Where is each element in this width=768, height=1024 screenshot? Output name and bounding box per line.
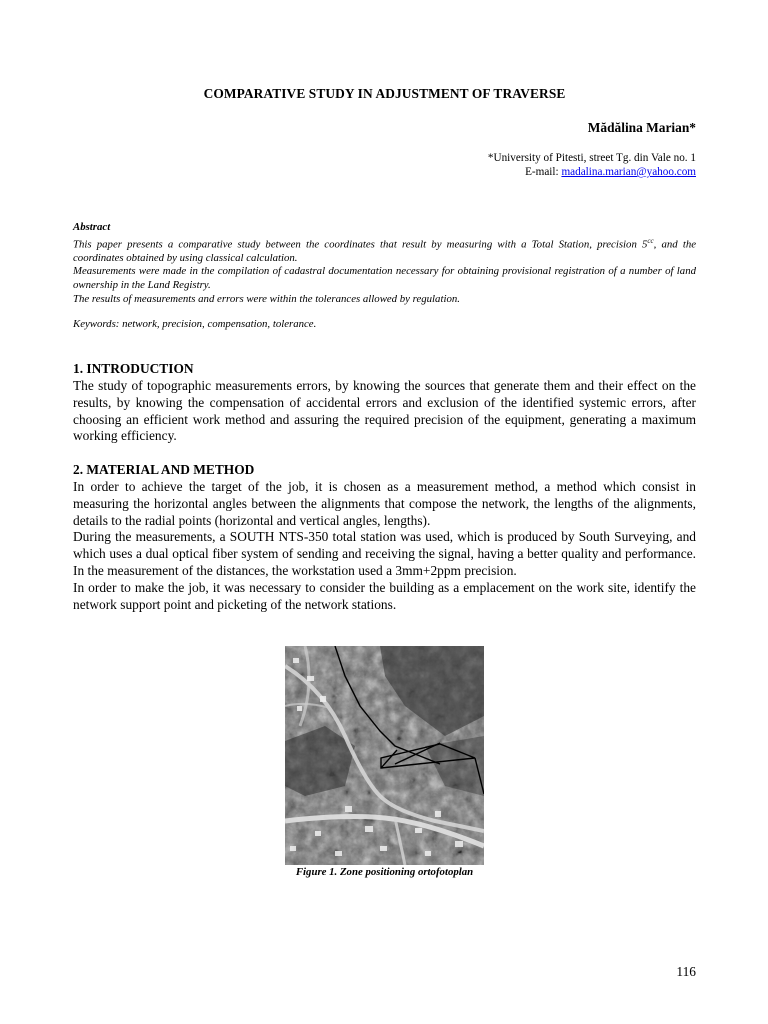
introduction-paragraph: The study of topographic measurements errors, by knowing the sources that generate them and their effect on the results, by knowing the compensation of accidental errors and exclusion of the identified systemic errors, after choosing an efficient work method and assuring the required precision of the equipment, generating a maximum working efficiency.: [73, 378, 696, 444]
method-paragraph-1: In order to achieve the target of the job, it is chosen as a measurement method, a method which consist in measuring the horizontal angles between the alignments that compose the network, the lengths of the alignments, details to the radial points (horizontal and vertical angles, lengths).: [73, 479, 696, 528]
page-number: 116: [676, 964, 696, 979]
section-heading-material-method: 2. MATERIAL AND METHOD: [73, 462, 255, 477]
abstract-paragraph-3: The results of measurements and errors were within the tolerances allowed by regulation.: [73, 292, 460, 305]
material-method-body: [73, 479, 696, 613]
abstract-p1-text-end: , and the coordinates obtained by using classical calculation.: [73, 238, 697, 264]
email-label: E-mail:: [525, 166, 562, 178]
abstract-paragraph-1: [73, 235, 696, 266]
introduction-body: [73, 378, 696, 445]
paper-page: [73, 0, 696, 1024]
keywords: Keywords: network, precision, compensation, tolerance.: [73, 318, 317, 330]
precision-superscript: cc: [647, 236, 654, 245]
method-paragraph-2: During the measurements, a SOUTH NTS-350 total station was used, which is produced by South Surveying, and which uses a dual optical fiber system of sending and receiving the signal, having a better quality and performance. In the measurement of the distances, the workstation used a 3mm+2ppm precision.: [73, 529, 696, 578]
section-heading-introduction: 1. INTRODUCTION: [73, 361, 194, 376]
paper-title: COMPARATIVE STUDY IN ADJUSTMENT OF TRAVERSE: [203, 86, 566, 101]
author-affiliation: [488, 151, 696, 179]
method-paragraph-3: In order to make the job, it was necessary to consider the building as a emplacement on the work site, identify the network support point and picketing of the network stations.: [73, 579, 696, 612]
email-line: [488, 165, 696, 179]
abstract-paragraph-2: Measurements were made in the compilation of cadastral documentation necessary for obtaining provisional registration of a number of land ownership in the Land Registry.: [73, 265, 696, 291]
author-name: Mădălina Marian*: [587, 120, 696, 135]
abstract-heading: Abstract: [73, 221, 111, 233]
orthophoto-image: [285, 646, 484, 865]
abstract: [73, 221, 696, 306]
affiliation-text: *University of Pitesti, street Tg. din Vale no. 1: [487, 152, 696, 164]
figure-caption: Figure 1. Zone positioning ortofotoplan: [295, 866, 474, 878]
figure-orthophoto: [285, 646, 484, 865]
abstract-p1-text: This paper presents a comparative study between the coordinates that result by measuring with a Total Station, precision 5: [73, 238, 648, 251]
email-link[interactable]: madalina.marian@yahoo.com: [561, 166, 696, 178]
